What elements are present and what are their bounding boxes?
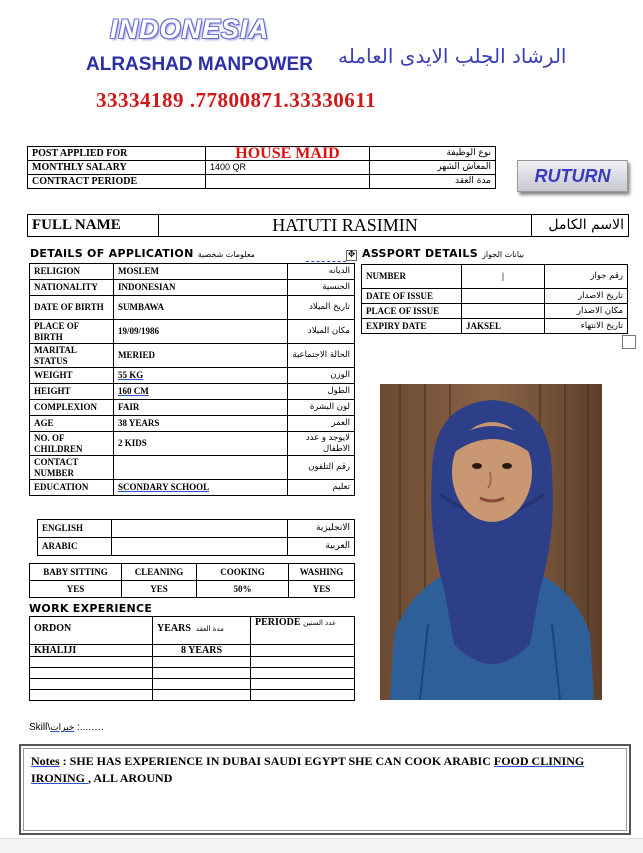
skills-value-row	[30, 581, 355, 598]
application-row	[30, 264, 355, 280]
notes-text-1: SHE HAS EXPERIENCE IN DUBAI SAUDI EGYPT SHE CAN COOK ARABIC	[69, 754, 494, 768]
language-label: ARABIC	[38, 538, 112, 556]
work-col-period-arabic: عدد السنين	[303, 619, 337, 627]
application-arabic: الحالة الاجتماعية	[288, 344, 355, 368]
checkbox-icon[interactable]	[622, 335, 636, 349]
move-handle-icon[interactable]: ✥	[347, 250, 356, 260]
skill-line-arabic: خبرات	[50, 723, 75, 733]
application-arabic: رقم التلفون	[288, 456, 355, 480]
country-title: INDONESIA	[110, 14, 270, 44]
post-label: POST APPLIED FOR	[28, 147, 206, 161]
application-row	[30, 280, 355, 296]
skill-line-prefix: Skill\	[29, 722, 51, 733]
dashed-divider	[306, 261, 346, 262]
work-period	[251, 645, 355, 657]
work-row	[30, 690, 355, 701]
language-arabic: العربية	[288, 538, 355, 556]
applicant-photo-image	[380, 384, 602, 700]
passport-arabic: رقم جواز	[545, 265, 628, 289]
return-button[interactable]: RUTURN	[517, 160, 628, 192]
language-arabic: الانجليزية	[288, 520, 355, 538]
passport-row	[362, 289, 628, 304]
skill-value: YES	[289, 581, 355, 598]
application-row	[30, 432, 355, 456]
work-period	[251, 668, 355, 679]
passport-value: |	[462, 265, 545, 289]
passport-row	[362, 265, 628, 289]
application-table	[29, 263, 355, 496]
passport-arabic: تاريخ الانتهاء	[545, 319, 628, 334]
language-value	[112, 520, 288, 538]
passport-label: EXPIRY DATE	[362, 319, 462, 334]
application-label: NO. OF CHILDREN	[30, 432, 114, 456]
passport-value: JAKSEL	[462, 319, 545, 334]
contract-row	[28, 175, 496, 189]
application-label: DATE OF BIRTH	[30, 296, 114, 320]
application-arabic: لايوجد و عدد الاطفال	[288, 432, 355, 456]
salary-value: 1400 QR	[206, 161, 370, 175]
application-label: AGE	[30, 416, 114, 432]
application-arabic: الطول	[288, 384, 355, 400]
skill-value: 50%	[197, 581, 289, 598]
application-arabic: الجنسية	[288, 280, 355, 296]
skills-header-row	[30, 564, 355, 581]
languages-table	[37, 519, 355, 556]
skill-line-suffix: :....….	[74, 722, 104, 733]
passport-label: DATE OF ISSUE	[362, 289, 462, 304]
application-arabic: تاريخ الميلاد	[288, 296, 355, 320]
notes-text-ironing: IRONING	[31, 771, 89, 785]
application-title-arabic: معلومات شخصية	[197, 250, 255, 259]
skill-header: COOKING	[197, 564, 289, 581]
skill-line	[29, 722, 104, 733]
work-col-period-label: PERIODE	[255, 617, 301, 628]
work-header-row	[30, 617, 355, 645]
work-period	[251, 679, 355, 690]
full-name-value: HATUTI RASIMIN	[159, 215, 532, 237]
post-arabic: نوع الوظيفة	[370, 147, 496, 161]
application-arabic: العمر	[288, 416, 355, 432]
application-label: MARITAL STATUS	[30, 344, 114, 368]
work-years	[153, 668, 251, 679]
notes-box	[19, 744, 631, 835]
skill-header: BABY SITTING	[30, 564, 122, 581]
application-arabic: مكان الميلاد	[288, 320, 355, 344]
passport-row	[362, 319, 628, 334]
job-info-table	[27, 146, 496, 189]
skill-header: CLEANING	[122, 564, 197, 581]
application-value	[114, 456, 288, 480]
passport-value	[462, 289, 545, 304]
passport-title-arabic: بيانات الجواز	[482, 250, 524, 259]
work-col-years-arabic: مدة العقد	[195, 625, 224, 633]
contract-arabic: مدة العقد	[370, 175, 496, 189]
application-row	[30, 416, 355, 432]
company-name-arabic: الرشاد الجلب الايدى العامله	[338, 44, 567, 68]
contract-label: CONTRACT PERIODE	[28, 175, 206, 189]
language-value	[112, 538, 288, 556]
notes-label: Notes	[31, 754, 60, 768]
language-label: ENGLISH	[38, 520, 112, 538]
application-row	[30, 400, 355, 416]
passport-label: NUMBER	[362, 265, 462, 289]
work-experience-title: WORK EXPERIENCE	[29, 602, 153, 615]
skill-value: YES	[30, 581, 122, 598]
work-row	[30, 679, 355, 690]
application-arabic: تعليم	[288, 480, 355, 496]
application-value: MERIED	[114, 344, 288, 368]
application-label: COMPLEXION	[30, 400, 114, 416]
work-col-years	[153, 617, 251, 645]
work-years: 8 YEARS	[153, 645, 251, 657]
application-row	[30, 296, 355, 320]
post-value: HOUSE MAID	[206, 147, 370, 161]
full-name-table	[27, 214, 629, 237]
application-value: 2 KIDS	[114, 432, 288, 456]
passport-arabic: مكان الاصدار	[545, 304, 628, 319]
application-row	[30, 384, 355, 400]
application-value: 160 CM	[114, 384, 288, 400]
work-col-country: ORDON	[30, 617, 153, 645]
passport-table	[361, 264, 628, 334]
application-arabic: لون البشرة	[288, 400, 355, 416]
application-title: DETAILS OF APPLICATION	[30, 247, 194, 260]
application-row	[30, 480, 355, 496]
page-footer-strip	[0, 838, 643, 853]
application-arabic: الوزن	[288, 368, 355, 384]
skill-header: WASHING	[289, 564, 355, 581]
application-row	[30, 456, 355, 480]
full-name-label: FULL NAME	[28, 215, 159, 237]
skill-value: YES	[122, 581, 197, 598]
application-value: 38 YEARS	[114, 416, 288, 432]
application-label: PLACE OF BIRTH	[30, 320, 114, 344]
application-label: NATIONALITY	[30, 280, 114, 296]
application-value: 19/09/1986	[114, 320, 288, 344]
work-country: KHALIJI	[30, 645, 153, 657]
language-row	[38, 538, 355, 556]
work-col-years-label: YEARS	[157, 623, 191, 634]
work-years	[153, 690, 251, 701]
post-row	[28, 147, 496, 161]
passport-value	[462, 304, 545, 319]
application-arabic: الديانه	[288, 264, 355, 280]
passport-section-title	[362, 247, 524, 260]
application-value: 55 KG	[114, 368, 288, 384]
salary-label: MONTHLY SALARY	[28, 161, 206, 175]
application-label: EDUCATION	[30, 480, 114, 496]
application-row	[30, 344, 355, 368]
skills-table	[29, 563, 355, 598]
notes-text-food: FOOD CLINING	[493, 754, 585, 768]
application-row	[30, 368, 355, 384]
application-row	[30, 320, 355, 344]
application-label: WEIGHT	[30, 368, 114, 384]
language-row	[38, 520, 355, 538]
work-period	[251, 690, 355, 701]
phone-numbers: 33334189 .77800871.33330611	[96, 88, 377, 112]
application-value: INDONESIAN	[114, 280, 288, 296]
work-col-period	[251, 617, 355, 645]
contract-value	[206, 175, 370, 189]
work-country	[30, 690, 153, 701]
work-country	[30, 657, 153, 668]
company-name: ALRASHAD MANPOWER	[86, 54, 313, 75]
work-row	[30, 657, 355, 668]
application-section-title	[30, 247, 255, 260]
application-label: HEIGHT	[30, 384, 114, 400]
passport-arabic: تاريخ الاصدار	[545, 289, 628, 304]
application-value: FAIR	[114, 400, 288, 416]
applicant-photo	[380, 384, 602, 700]
work-years	[153, 679, 251, 690]
full-name-arabic: الاسم الكامل	[532, 215, 629, 237]
passport-label: PLACE OF ISSUE	[362, 304, 462, 319]
notes-text-2: , ALL AROUND	[88, 771, 173, 785]
work-country	[30, 679, 153, 690]
application-label: RELIGION	[30, 264, 114, 280]
work-row	[30, 645, 355, 657]
work-years	[153, 657, 251, 668]
work-period	[251, 657, 355, 668]
application-value: MOSLEM	[114, 264, 288, 280]
passport-row	[362, 304, 628, 319]
notes-text: Notes : SHE HAS EXPERIENCE IN DUBAI SAUDI EGYPT SHE CAN COOK ARABIC FOOD CLINING IRONING , ALL AROUND	[31, 754, 585, 785]
application-label: CONTACT NUMBER	[30, 456, 114, 480]
salary-row	[28, 161, 496, 175]
work-row	[30, 668, 355, 679]
work-experience-table	[29, 616, 355, 701]
application-value: SCONDARY SCHOOL	[114, 480, 288, 496]
application-value: SUMBAWA	[114, 296, 288, 320]
passport-title: ASSPORT DETAILS	[362, 247, 478, 260]
salary-arabic: المعاش الشهر	[370, 161, 496, 175]
work-country	[30, 668, 153, 679]
